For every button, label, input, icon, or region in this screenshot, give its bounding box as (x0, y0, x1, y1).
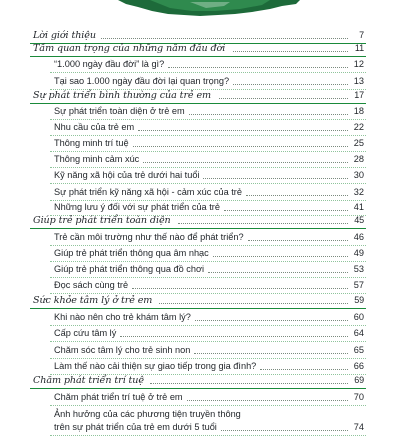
page-number: 69 (354, 375, 364, 385)
page-number: 18 (353, 106, 364, 116)
toc-section[interactable] (30, 214, 366, 229)
page-number: 64 (353, 328, 364, 338)
dot-leader (246, 195, 348, 196)
toc-item[interactable] (30, 391, 366, 406)
toc-item-title: Sự phát triển toàn diện ở trẻ em (54, 106, 185, 116)
toc-item[interactable] (30, 327, 366, 342)
dot-leader (233, 51, 348, 52)
page-number: 30 (353, 170, 364, 180)
toc-item[interactable] (30, 247, 366, 262)
dot-leader (194, 353, 348, 354)
page-number: 12 (353, 59, 364, 69)
page-number: 11 (354, 43, 364, 53)
page-number: 17 (354, 90, 364, 100)
toc-section-title: Sức khỏe tâm lý ở trẻ em (33, 295, 153, 306)
dot-leader (219, 98, 348, 99)
page-number: 13 (353, 76, 364, 86)
toc-item-title: Làm thế nào cải thiện sự giao tiếp trong gia đình? (54, 361, 257, 371)
page-number: 46 (353, 232, 364, 242)
dot-leader (248, 240, 348, 241)
toc-item[interactable] (30, 231, 366, 246)
dot-leader (143, 162, 348, 163)
page-number: 59 (354, 295, 364, 305)
row-divider (50, 119, 366, 120)
dot-leader (168, 67, 348, 68)
toc-item-title: Nhu cầu của trẻ em (54, 122, 135, 132)
dot-leader (260, 369, 348, 370)
page-number: 53 (353, 264, 364, 274)
dot-leader (233, 84, 348, 85)
toc-item[interactable] (30, 408, 366, 436)
toc-item-title: Trẻ cần môi trường như thế nào để phát triển? (54, 232, 244, 242)
page-number: 22 (353, 122, 364, 132)
dot-leader (159, 303, 348, 304)
row-divider (50, 358, 366, 359)
row-divider (50, 183, 366, 184)
toc-item[interactable] (30, 58, 366, 73)
toc-item[interactable] (30, 311, 366, 326)
toc-item-title: Kỹ năng xã hội của trẻ dưới hai tuổi (54, 170, 200, 180)
row-divider (50, 167, 366, 168)
toc-section-title: Lời giới thiệu (33, 30, 96, 41)
dot-leader (101, 38, 348, 39)
dot-leader (189, 114, 348, 115)
toc-item-title: Đọc sách cùng trẻ (54, 280, 129, 290)
page-number: 7 (359, 30, 364, 40)
toc-item-title: Thông minh trí tuệ (54, 138, 129, 148)
dot-leader (221, 430, 348, 431)
toc-item[interactable] (30, 153, 366, 168)
row-divider (50, 341, 366, 342)
row-divider (50, 151, 366, 152)
toc-section[interactable] (30, 89, 366, 104)
toc-section-title: Giúp trẻ phát triển toàn diện (33, 215, 171, 226)
row-divider (50, 277, 366, 278)
page-number: 70 (353, 392, 364, 402)
page-number: 60 (353, 312, 364, 322)
toc-item-title: Chăm sóc tâm lý cho trẻ sinh non (54, 345, 191, 355)
row-divider (50, 325, 366, 326)
page-number: 32 (353, 187, 364, 197)
dot-leader (178, 223, 349, 224)
page-number: 74 (353, 422, 364, 432)
dot-leader (138, 130, 348, 131)
toc-item[interactable] (30, 137, 366, 152)
toc-item[interactable] (30, 121, 366, 136)
toc-item-title: Tại sao 1.000 ngày đầu đời lại quan trọng? (54, 76, 230, 86)
toc-section[interactable] (30, 294, 366, 309)
toc-item-title: Thông minh cảm xúc (54, 154, 140, 164)
row-divider (50, 405, 366, 406)
dot-leader (208, 272, 348, 273)
toc-item[interactable] (30, 263, 366, 278)
dot-leader (203, 178, 348, 179)
toc-item-title: Giúp trẻ phát triển thông qua đồ chơi (54, 264, 205, 274)
toc-item[interactable] (30, 75, 366, 90)
toc-section[interactable] (30, 374, 366, 389)
page-number: 45 (354, 215, 364, 225)
toc-item[interactable] (30, 344, 366, 359)
row-divider (50, 72, 366, 73)
toc-item-title: Những lưu ý đối với sự phát triển của trẻ (54, 202, 220, 212)
page-number: 28 (353, 154, 364, 164)
toc-item[interactable] (30, 169, 366, 184)
dot-leader (195, 320, 348, 321)
row-divider (50, 245, 366, 246)
toc-item-title: Giúp trẻ phát triển thông qua âm nhạc (54, 248, 209, 258)
page-number: 65 (353, 345, 364, 355)
dot-leader (132, 288, 348, 289)
row-divider (50, 261, 366, 262)
row-divider (50, 135, 366, 136)
toc-item-title: Cấp cứu tâm lý (54, 328, 117, 338)
dot-leader (187, 400, 348, 401)
toc-item[interactable] (30, 279, 366, 294)
toc-section-title: Chăm phát triển trí tuệ (33, 375, 144, 386)
dot-leader (150, 383, 348, 384)
page-number: 57 (353, 280, 364, 290)
page-number: 49 (353, 248, 364, 258)
toc-item-title: Chăm phát triển trí tuệ ở trẻ em (54, 392, 183, 402)
dot-leader (133, 146, 348, 147)
dot-leader (224, 210, 348, 211)
page-number: 25 (353, 138, 364, 148)
toc-item[interactable] (30, 105, 366, 120)
page-number: 41 (353, 202, 364, 212)
toc-section-title: Tầm quan trọng của những năm đầu đời (33, 43, 226, 54)
page-number: 66 (353, 361, 364, 371)
toc-section[interactable] (30, 42, 366, 57)
toc-item-title: Ảnh hưởng của các phương tiện truyền thông (54, 409, 241, 419)
toc-item[interactable] (30, 360, 366, 375)
toc-item-title: Khi nào nên cho trẻ khám tâm lý? (54, 312, 191, 322)
toc-item-title: Sự phát triển kỹ năng xã hội - cảm xúc của trẻ (54, 187, 242, 197)
toc-item[interactable] (30, 186, 366, 201)
toc-section-title: Sự phát triển bình thường của trẻ em (33, 90, 212, 101)
dot-leader (213, 256, 348, 257)
toc-item-title: “1.000 ngày đầu đời” là gì? (54, 59, 165, 69)
toc-item-title-line2: trên sự phát triển của trẻ em dưới 5 tuổi (54, 422, 217, 432)
dot-leader (120, 336, 348, 337)
